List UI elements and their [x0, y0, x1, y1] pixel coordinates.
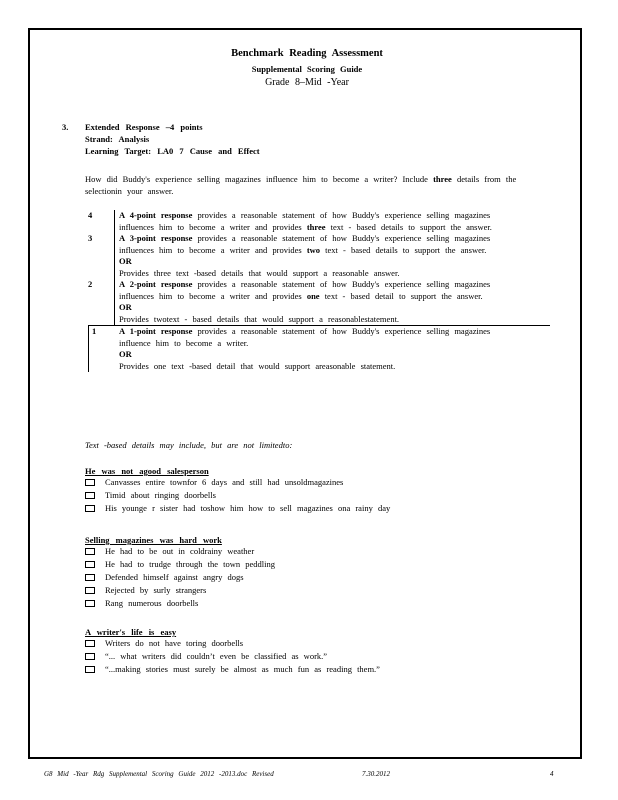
question-number: 3.: [62, 122, 69, 132]
bullet-box-icon: [85, 653, 95, 660]
score-description: [114, 233, 519, 279]
rubric-row: [88, 210, 550, 233]
list-item: [85, 637, 565, 650]
list-item: [85, 571, 565, 584]
score-text-end: text - based details to support the answer.: [325, 221, 492, 232]
score-word: response: [160, 233, 193, 243]
detail-count: three: [306, 221, 326, 232]
detail-count: two: [306, 244, 321, 255]
section-title: A writer's life is easy: [85, 627, 177, 637]
list-item: [85, 489, 565, 502]
alt-description: Provides three text -based details that would support a reasonable answer.: [119, 267, 400, 278]
or-label: OR: [119, 349, 132, 359]
doc-title: Benchmark Reading Assessment: [231, 48, 383, 59]
item-text: He had to trudge through the town peddling: [105, 559, 275, 569]
bullet-box-icon: [85, 505, 95, 512]
score-text: provides a reasonable statement of how Buddy's experience selling magazines influence him to become a writer.: [119, 326, 491, 348]
bullet-box-icon: [85, 548, 95, 555]
score-label: A 3-point: [119, 233, 161, 243]
bullet-box-icon: [85, 587, 95, 594]
doc-subtitle: Supplemental Scoring Guide: [251, 64, 363, 74]
score: 4: [88, 210, 93, 220]
learning-target: Learning Target: LA0 7 Cause and Effect: [85, 146, 260, 156]
item-text: Writers do not have toring doorbells: [105, 638, 244, 648]
or-label: OR: [119, 256, 132, 266]
score-label: A 2-point: [119, 279, 161, 289]
bullet-box-icon: [85, 479, 95, 486]
list-item: [85, 502, 565, 515]
alt-description: Provides one text -based detail that would support areasonable statement.: [119, 360, 396, 371]
footer-page-number: 4: [550, 770, 554, 778]
item-text: “...making stories must surely be almost as much fun as reading them.”: [105, 664, 380, 674]
detail-section: [85, 535, 565, 610]
score-label: A 1-point: [119, 326, 161, 336]
score-word: response: [160, 279, 193, 289]
footer-filename: G8 Mid -Year Rdg Supplemental Scoring Guide 2012 -2013.doc Revised: [44, 770, 274, 778]
score-word: response: [160, 210, 193, 220]
score: 1: [92, 326, 97, 336]
score-description: [115, 326, 519, 372]
rubric-row: [88, 325, 550, 372]
detail-section: [85, 627, 565, 676]
list-item: [85, 584, 565, 597]
page-border: [28, 28, 582, 759]
list-item: [85, 663, 565, 676]
rubric-row: [88, 233, 550, 279]
detail-count: one: [306, 290, 320, 301]
item-text: Canvasses entire townfor 6 days and still had unsoldmagazines: [105, 477, 344, 487]
score-description: [114, 210, 519, 233]
item-text: Timid about ringing doorbells: [105, 490, 216, 500]
score-text: provides a reasonable statement of how Buddy's experience selling magazines influences him to become a writer and provides: [119, 279, 491, 301]
prompt-bold: three: [433, 174, 452, 184]
strand: Strand: Analysis: [85, 134, 150, 144]
prompt-text-end: details from the selectionin your answer.: [85, 174, 517, 196]
footer-date: 7.30.2012: [362, 770, 390, 778]
bullet-box-icon: [85, 561, 95, 568]
score-description: [114, 279, 519, 325]
score-text: provides a reasonable statement of how Buddy's experience selling magazines influences him to become a writer and provides: [119, 233, 491, 255]
or-label: OR: [119, 302, 132, 312]
section-title: He was not agood salesperson: [85, 466, 209, 476]
item-text: Rejected by surly strangers: [105, 585, 207, 595]
item-text: His younge r sister had toshow him how to sell magazines ona rainy day: [105, 503, 391, 513]
score-text-end: text - based detail to support the answer.: [319, 290, 483, 301]
list-item: [85, 597, 565, 610]
details-intro: Text -based details may include, but are not limitedto:: [85, 440, 293, 450]
item-text: Defended himself against angry dogs: [105, 572, 244, 582]
score: 2: [88, 279, 93, 289]
bullet-box-icon: [85, 666, 95, 673]
grade-label: Grade 8–Mid -Year: [265, 77, 349, 88]
score-label: A 4-point: [119, 210, 161, 220]
prompt-text: How did Buddy's experience selling magazines influence him to become a writer? Include: [85, 174, 434, 184]
score-word: response: [160, 326, 193, 336]
score-text: provides a reasonable statement of how Buddy's experience selling magazines influences him to become a writer and provides: [119, 210, 491, 232]
bullet-box-icon: [85, 600, 95, 607]
detail-section: [85, 466, 565, 515]
item-text: “... what writers did couldn’t even be classified as work.”: [105, 651, 328, 661]
bullet-box-icon: [85, 640, 95, 647]
score-text-end: text - based details to support the answer.: [320, 244, 487, 255]
rubric-table: [88, 210, 550, 372]
list-item: [85, 650, 565, 663]
question-type: Extended Response –4 points: [85, 122, 203, 132]
score: 3: [88, 233, 93, 243]
list-item: [85, 558, 565, 571]
item-text: Rang numerous doorbells: [105, 598, 199, 608]
section-title: Selling magazines was hard work: [85, 535, 222, 545]
question-prompt: [85, 174, 525, 197]
list-item: [85, 545, 565, 558]
bullet-box-icon: [85, 492, 95, 499]
item-text: He had to be out in coldrainy weather: [105, 546, 255, 556]
list-item: [85, 476, 565, 489]
rubric-row: [88, 279, 550, 325]
alt-description: Provides twotext - based details that would support a reasonablestatement.: [119, 313, 400, 324]
bullet-box-icon: [85, 574, 95, 581]
